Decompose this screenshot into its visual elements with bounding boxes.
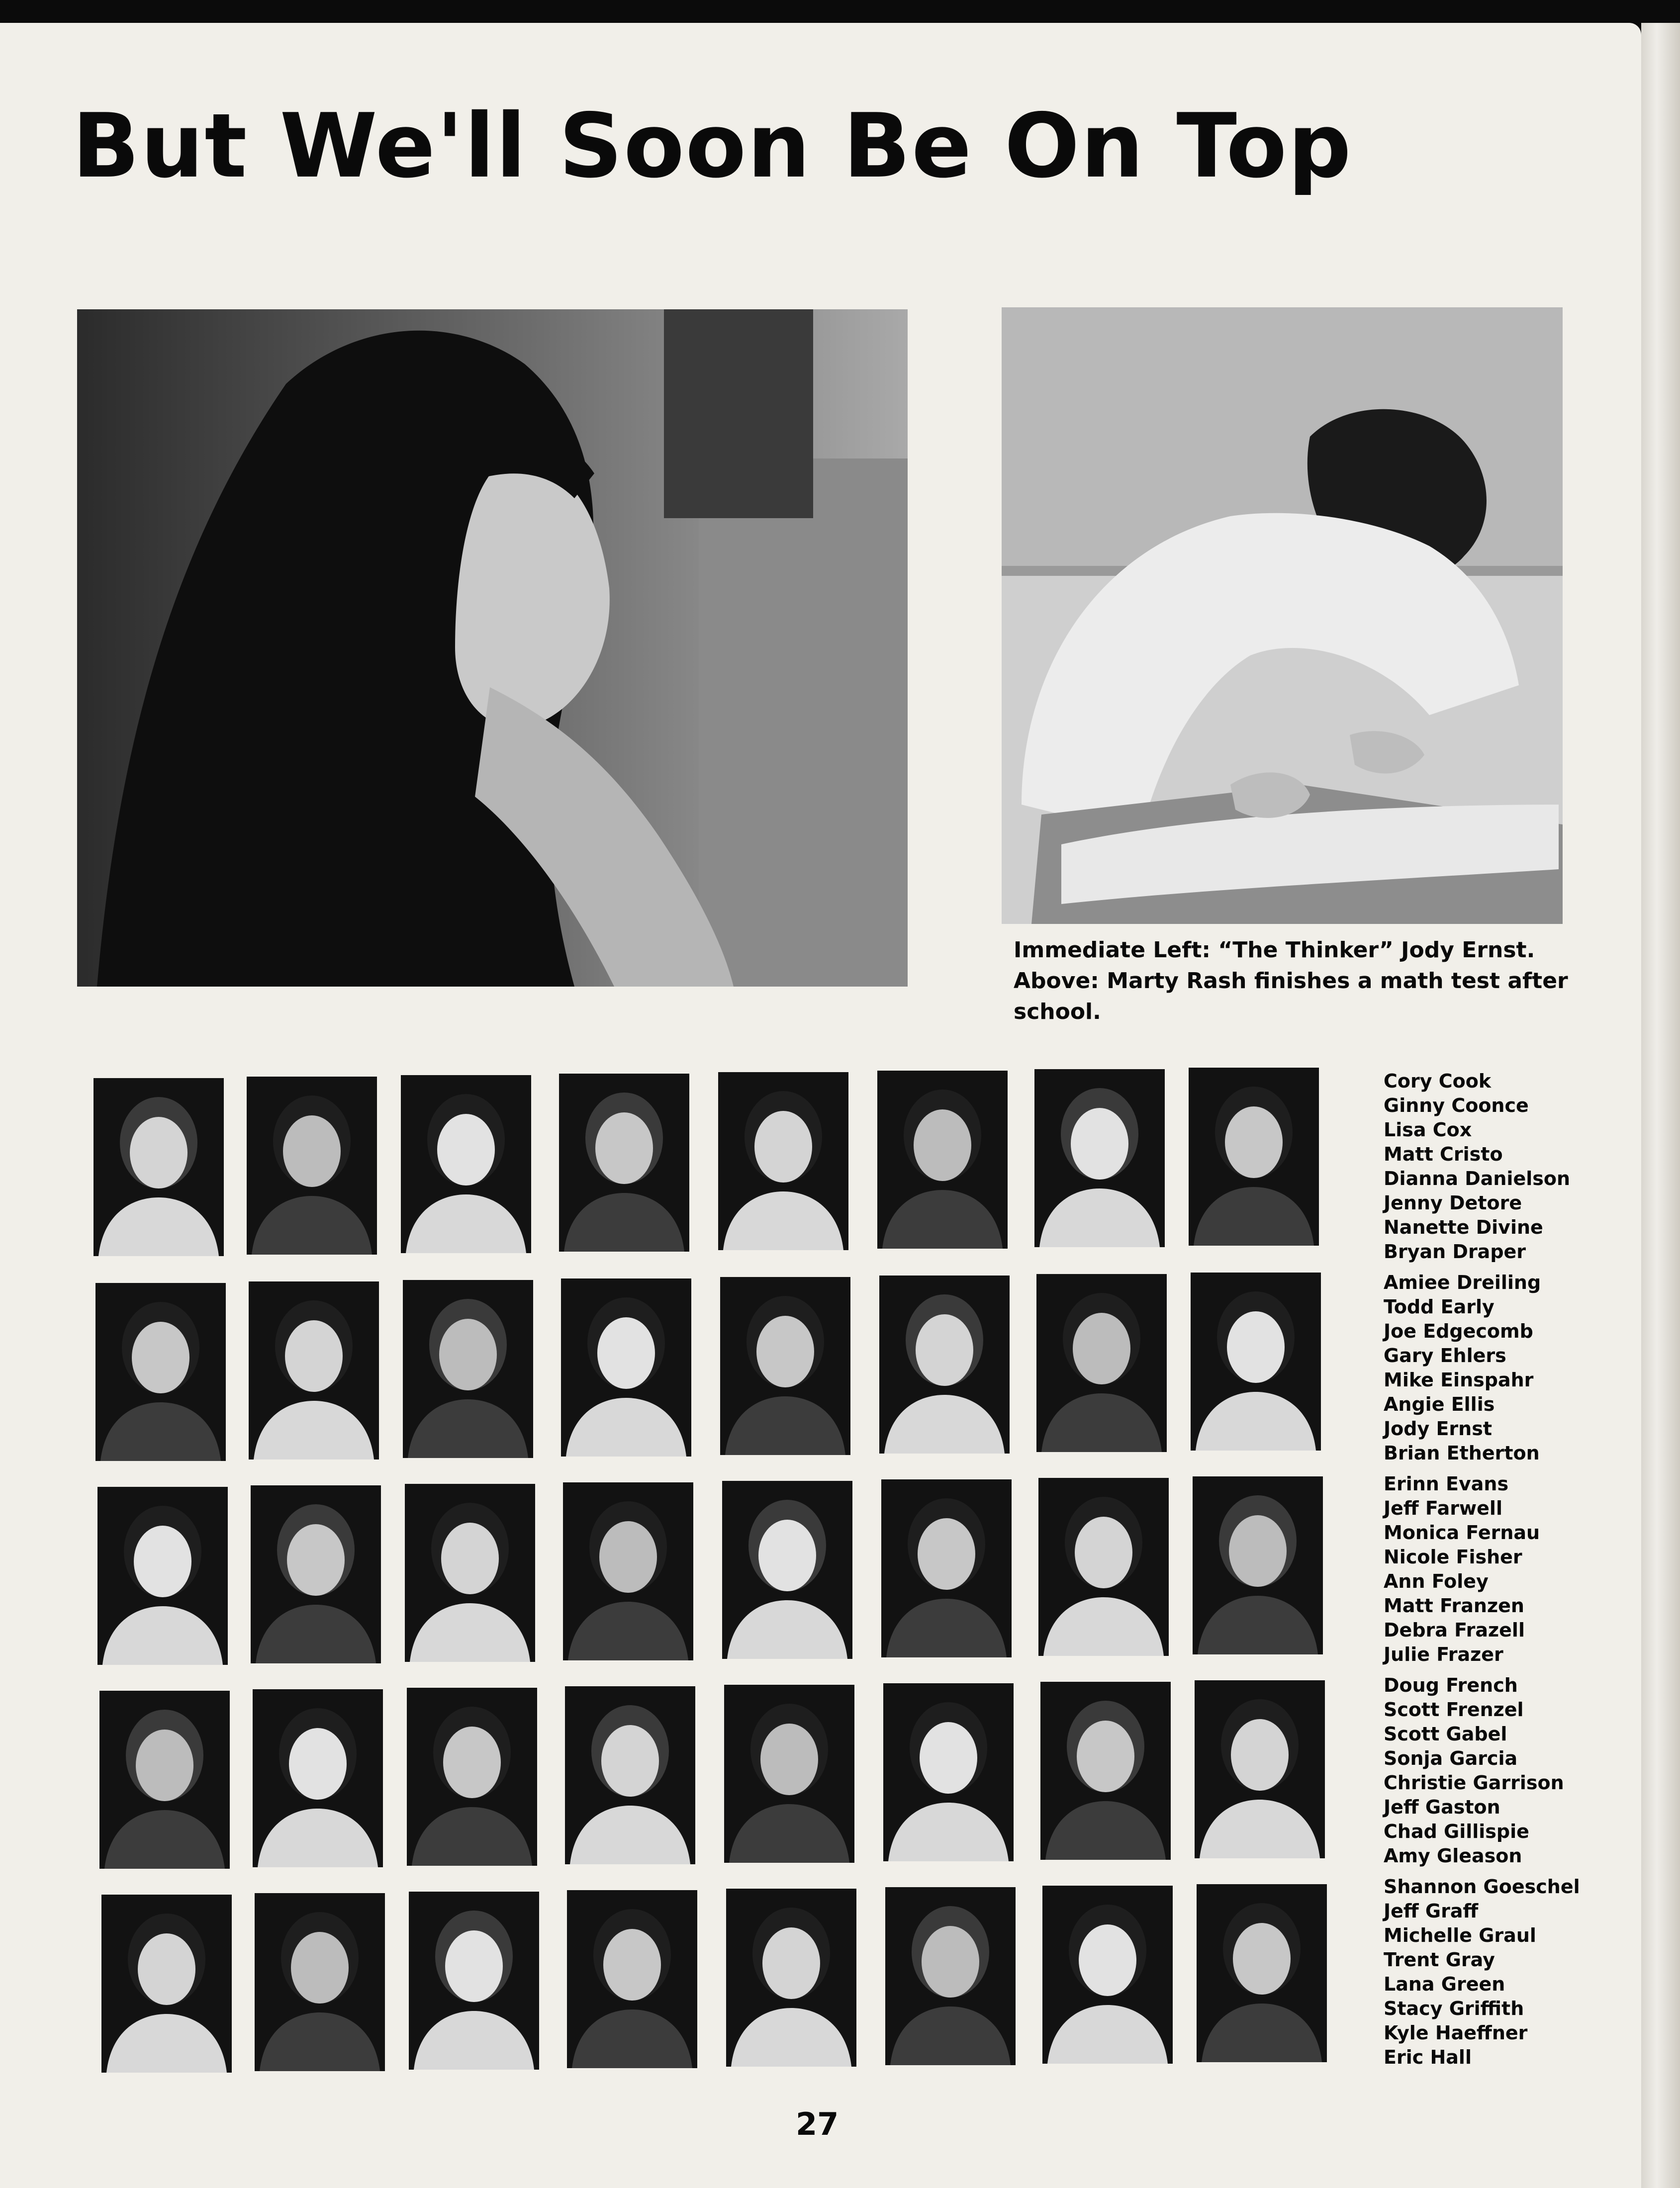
page-title: But We'll Soon Be On Top xyxy=(72,94,1352,197)
student-portrait xyxy=(561,1278,691,1457)
student-name: Scott Gabel xyxy=(1384,1723,1507,1745)
student-name: Todd Early xyxy=(1384,1296,1494,1318)
student-name: Jenny Detore xyxy=(1384,1192,1522,1214)
student-portrait xyxy=(101,1895,232,2073)
student-name: Amiee Dreiling xyxy=(1384,1272,1541,1293)
student-name: Lisa Cox xyxy=(1384,1119,1472,1141)
student-name: Sonja Garcia xyxy=(1384,1747,1518,1769)
student-portrait xyxy=(247,1077,377,1255)
name-list-row-1 xyxy=(1384,1069,1583,1264)
page-edge xyxy=(1641,23,1680,2188)
student-portrait xyxy=(1191,1273,1321,1451)
student-name: Ann Foley xyxy=(1384,1570,1489,1592)
student-name: Christie Garrison xyxy=(1384,1772,1564,1794)
student-portrait xyxy=(255,1893,385,2071)
student-portrait xyxy=(249,1281,379,1459)
name-list-row-2 xyxy=(1384,1271,1583,1465)
student-portrait xyxy=(99,1691,230,1869)
student-portrait xyxy=(567,1890,697,2068)
student-portrait xyxy=(724,1685,854,1863)
student-portrait xyxy=(1197,1884,1327,2062)
student-portrait xyxy=(1036,1274,1167,1452)
student-portrait xyxy=(559,1074,689,1252)
student-portrait xyxy=(405,1484,535,1662)
student-portrait xyxy=(93,1078,224,1256)
student-portrait xyxy=(251,1485,381,1663)
student-portrait xyxy=(1195,1680,1325,1858)
student-portrait xyxy=(885,1887,1016,2065)
student-name: Angie Ellis xyxy=(1384,1393,1495,1415)
student-portrait xyxy=(1193,1476,1323,1654)
caption-line: Immediate Left: “The Thinker” Jody Ernst. xyxy=(1014,937,1535,963)
student-portrait xyxy=(97,1487,228,1665)
student-name: Stacy Griffith xyxy=(1384,1998,1524,2019)
student-name: Lana Green xyxy=(1384,1973,1505,1995)
student-name: Brian Etherton xyxy=(1384,1442,1540,1464)
student-name: Mike Einspahr xyxy=(1384,1369,1534,1391)
student-name: Amy Gleason xyxy=(1384,1845,1522,1867)
student-name: Bryan Draper xyxy=(1384,1241,1526,1263)
student-name: Cory Cook xyxy=(1384,1070,1492,1092)
student-name: Jeff Gaston xyxy=(1384,1796,1500,1818)
student-name: Matt Cristo xyxy=(1384,1143,1503,1165)
student-portrait xyxy=(1042,1886,1173,2064)
student-portrait xyxy=(881,1479,1012,1657)
student-name: Eric Hall xyxy=(1384,2046,1472,2068)
name-list-row-4 xyxy=(1384,1673,1583,1868)
student-name: Jody Ernst xyxy=(1384,1418,1492,1440)
name-list-row-5 xyxy=(1384,1875,1583,2070)
student-portrait xyxy=(253,1689,383,1867)
student-portrait xyxy=(718,1072,848,1250)
student-portrait xyxy=(883,1683,1014,1861)
student-portrait xyxy=(401,1075,531,1253)
student-name: Trent Gray xyxy=(1384,1949,1495,1971)
student-name: Doug French xyxy=(1384,1674,1518,1696)
student-portrait xyxy=(407,1688,537,1866)
student-name: Matt Franzen xyxy=(1384,1595,1524,1617)
student-portrait xyxy=(1040,1682,1171,1860)
student-portrait xyxy=(877,1071,1008,1249)
student-portrait xyxy=(726,1889,856,2067)
page-number: 27 xyxy=(796,2106,839,2142)
student-name: Chad Gillispie xyxy=(1384,1821,1529,1842)
name-list-row-3 xyxy=(1384,1472,1583,1667)
student-name: Monica Fernau xyxy=(1384,1522,1540,1544)
student-name: Joe Edgecomb xyxy=(1384,1320,1533,1342)
student-name: Nicole Fisher xyxy=(1384,1546,1522,1568)
student-name: Shannon Goeschel xyxy=(1384,1876,1580,1898)
student-portrait xyxy=(879,1276,1010,1454)
student-name: Gary Ehlers xyxy=(1384,1345,1506,1367)
photo-caption xyxy=(1014,935,1571,1027)
caption-line: school. xyxy=(1014,999,1101,1024)
student-portrait xyxy=(1038,1478,1169,1656)
girl-thinking-photo xyxy=(77,309,908,987)
student-portrait xyxy=(95,1283,226,1461)
student-name: Debra Frazell xyxy=(1384,1619,1525,1641)
student-portrait xyxy=(1034,1069,1165,1247)
student-portrait xyxy=(722,1481,852,1659)
student-name: Jeff Farwell xyxy=(1384,1497,1502,1519)
student-name: Nanette Divine xyxy=(1384,1216,1543,1238)
student-portrait xyxy=(720,1277,850,1455)
student-name: Kyle Haeffner xyxy=(1384,2022,1528,2044)
student-portrait xyxy=(403,1280,533,1458)
student-name: Julie Frazer xyxy=(1384,1643,1503,1665)
student-writing-photo xyxy=(1002,307,1563,924)
student-name: Michelle Graul xyxy=(1384,1924,1536,1946)
student-name: Erinn Evans xyxy=(1384,1473,1509,1495)
student-portrait xyxy=(1189,1068,1319,1246)
student-portrait xyxy=(563,1482,693,1660)
student-name: Dianna Danielson xyxy=(1384,1168,1571,1189)
student-portrait xyxy=(409,1892,539,2070)
caption-line: Above: Marty Rash finishes a math test after xyxy=(1014,968,1568,994)
student-portrait xyxy=(565,1686,695,1864)
student-name: Scott Frenzel xyxy=(1384,1699,1524,1721)
student-name: Jeff Graff xyxy=(1384,1900,1479,1922)
student-name: Ginny Coonce xyxy=(1384,1094,1529,1116)
